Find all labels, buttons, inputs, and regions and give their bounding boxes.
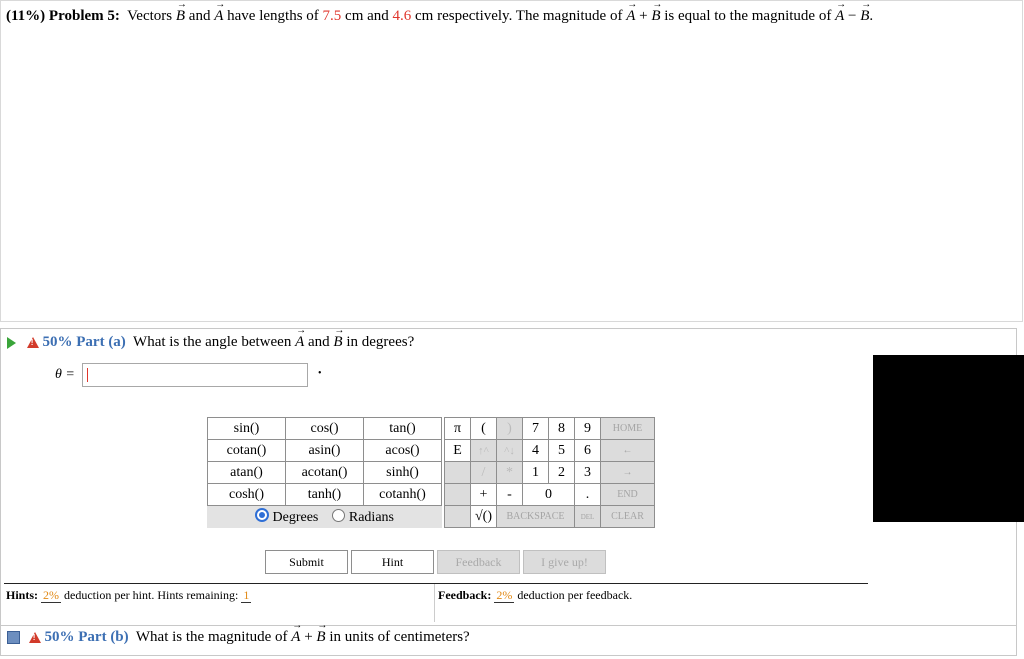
problem-weight: (11%) bbox=[6, 8, 46, 24]
part-a-and: and bbox=[308, 334, 330, 350]
part-b-label: Part (b) bbox=[78, 629, 129, 645]
hint-deduction: 2% bbox=[43, 588, 60, 602]
vector-a: → A bbox=[214, 8, 223, 25]
plus-sign: + bbox=[639, 8, 648, 24]
minus-key[interactable]: - bbox=[497, 484, 523, 506]
key-3[interactable]: 3 bbox=[575, 462, 601, 484]
vector-b-diff: → B bbox=[860, 8, 869, 25]
part-a-question-2: in degrees? bbox=[346, 334, 415, 350]
warning-icon-b bbox=[29, 632, 41, 643]
function-key-acotan[interactable]: acotan() bbox=[286, 462, 364, 484]
degrees-radio[interactable] bbox=[255, 508, 269, 522]
radians-label: Radians bbox=[348, 510, 394, 525]
hints-info bbox=[6, 588, 251, 603]
theta-label: θ = bbox=[55, 367, 75, 382]
numeric-keypad bbox=[444, 417, 655, 528]
part-b-question-2: in units of centimeters? bbox=[329, 629, 470, 645]
black-overlay bbox=[873, 355, 1024, 522]
part-b-vector-b: → B bbox=[316, 629, 325, 646]
part-a-vector-a: → A bbox=[295, 334, 304, 351]
end-key[interactable]: END bbox=[601, 484, 655, 506]
left-arrow-key[interactable]: ← bbox=[601, 440, 655, 462]
key-4[interactable]: 4 bbox=[523, 440, 549, 462]
period: . bbox=[869, 8, 874, 24]
function-key-atan[interactable]: atan() bbox=[208, 462, 286, 484]
key-5[interactable]: 5 bbox=[549, 440, 575, 462]
length-b: 7.5 bbox=[322, 8, 342, 24]
problem-statement bbox=[6, 8, 873, 25]
vector-a-diff: → A bbox=[835, 8, 844, 25]
del-key[interactable]: DEL bbox=[575, 506, 601, 528]
down-power-key[interactable]: ^↓ bbox=[497, 440, 523, 462]
expand-arrow-icon[interactable] bbox=[7, 337, 16, 349]
length-a: 4.6 bbox=[392, 8, 412, 24]
bullet: • bbox=[318, 368, 322, 379]
divide-key[interactable]: / bbox=[471, 462, 497, 484]
function-key-acos[interactable]: acos() bbox=[364, 440, 442, 462]
problem-text-5: is equal to the magnitude of bbox=[664, 8, 832, 24]
function-key-cosh[interactable]: cosh() bbox=[208, 484, 286, 506]
part-a-header bbox=[7, 334, 414, 351]
key-9[interactable]: 9 bbox=[575, 418, 601, 440]
angle-unit-row bbox=[207, 506, 442, 528]
part-b-question-1: What is the magnitude of bbox=[135, 629, 288, 645]
answer-input[interactable] bbox=[82, 363, 308, 387]
hint-button[interactable]: Hint bbox=[351, 550, 434, 574]
problem-panel bbox=[0, 0, 1023, 322]
close-paren-key[interactable]: ) bbox=[497, 418, 523, 440]
vector-a-sum: → A bbox=[626, 8, 635, 25]
part-b-percent: 50% bbox=[44, 629, 75, 645]
feedback-text: deduction per feedback. bbox=[517, 588, 633, 602]
right-arrow-key[interactable]: → bbox=[601, 462, 655, 484]
problem-label: Problem 5: bbox=[48, 8, 120, 24]
function-key-cotan[interactable]: cotan() bbox=[208, 440, 286, 462]
problem-text-3: cm and bbox=[345, 8, 389, 24]
decimal-key[interactable]: . bbox=[575, 484, 601, 506]
key-7[interactable]: 7 bbox=[523, 418, 549, 440]
function-key-tanh[interactable]: tanh() bbox=[286, 484, 364, 506]
text-caret bbox=[87, 368, 88, 382]
key-6[interactable]: 6 bbox=[575, 440, 601, 462]
problem-and: and bbox=[188, 8, 211, 24]
function-key-cotanh[interactable]: cotanh() bbox=[364, 484, 442, 506]
key-8[interactable]: 8 bbox=[549, 418, 575, 440]
feedback-info bbox=[438, 588, 632, 603]
empty-key-2 bbox=[445, 484, 471, 506]
degrees-label: Degrees bbox=[272, 510, 319, 525]
vector-b-sum: → B bbox=[651, 8, 660, 25]
up-power-key[interactable]: ↑^ bbox=[471, 440, 497, 462]
open-paren-key[interactable]: ( bbox=[471, 418, 497, 440]
part-a-percent: 50% bbox=[42, 334, 73, 350]
feedback-deduction: 2% bbox=[496, 588, 513, 602]
function-key-asin[interactable]: asin() bbox=[286, 440, 364, 462]
minus-sign: − bbox=[847, 8, 857, 24]
function-key-tan[interactable]: tan() bbox=[364, 418, 442, 440]
warning-icon bbox=[27, 337, 39, 348]
empty-key-3 bbox=[445, 506, 471, 528]
pi-key[interactable]: π bbox=[445, 418, 471, 440]
hints-text: deduction per hint. Hints remaining: bbox=[64, 588, 239, 602]
part-a-vector-b: → B bbox=[333, 334, 342, 351]
key-2[interactable]: 2 bbox=[549, 462, 575, 484]
submit-button[interactable]: Submit bbox=[265, 550, 348, 574]
e-key[interactable]: E bbox=[445, 440, 471, 462]
home-key[interactable]: HOME bbox=[601, 418, 655, 440]
part-a-question-1: What is the angle between bbox=[133, 334, 292, 350]
feedback-button[interactable]: Feedback bbox=[437, 550, 520, 574]
function-key-sinh[interactable]: sinh() bbox=[364, 462, 442, 484]
give-up-button[interactable]: I give up! bbox=[523, 550, 606, 574]
hints-label: Hints: bbox=[6, 588, 39, 602]
key-1[interactable]: 1 bbox=[523, 462, 549, 484]
part-b-header bbox=[7, 629, 470, 646]
part-b-vector-a: → A bbox=[291, 629, 300, 646]
problem-text-4: cm respectively. The magnitude of bbox=[415, 8, 623, 24]
problem-text-2: have lengths of bbox=[227, 8, 319, 24]
function-keypad bbox=[207, 417, 442, 528]
function-key-cos[interactable]: cos() bbox=[286, 418, 364, 440]
backspace-key[interactable]: BACKSPACE bbox=[497, 506, 575, 528]
empty-key bbox=[445, 462, 471, 484]
function-key-sin[interactable]: sin() bbox=[208, 418, 286, 440]
vector-b: → B bbox=[176, 8, 185, 25]
feedback-label: Feedback: bbox=[438, 588, 492, 602]
clear-key[interactable]: CLEAR bbox=[601, 506, 655, 528]
radians-radio[interactable] bbox=[332, 509, 345, 522]
problem-text-1: Vectors bbox=[127, 8, 173, 24]
part-a-label: Part (a) bbox=[76, 334, 126, 350]
key-0[interactable]: 0 bbox=[523, 484, 575, 506]
collapse-icon[interactable] bbox=[7, 631, 20, 644]
plus-key[interactable]: + bbox=[471, 484, 497, 506]
hints-remaining: 1 bbox=[243, 588, 250, 602]
part-b-plus: + bbox=[304, 629, 313, 645]
multiply-key[interactable]: * bbox=[497, 462, 523, 484]
sqrt-key[interactable]: √() bbox=[471, 506, 497, 528]
